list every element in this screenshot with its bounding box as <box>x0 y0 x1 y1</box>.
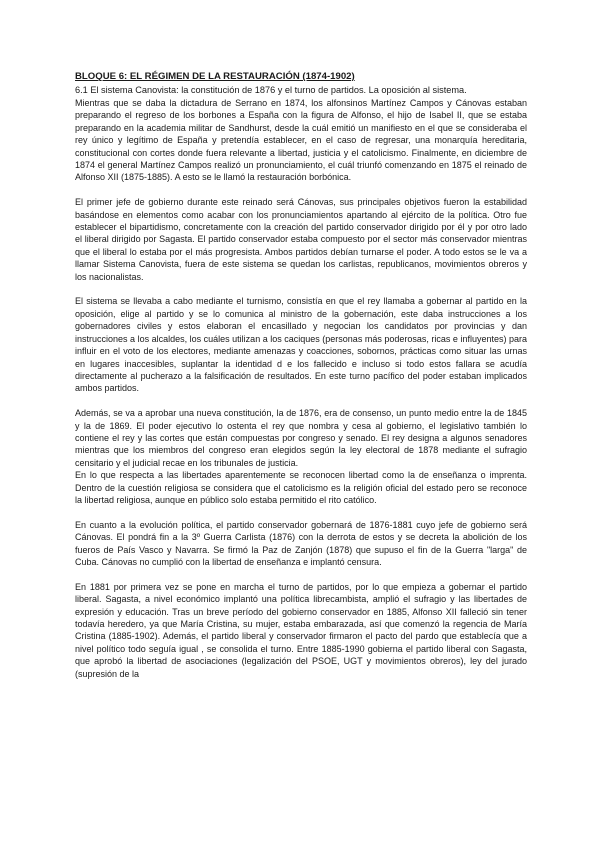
paragraph-canovas-government: El primer jefe de gobierno durante este reinado será Cánovas, sus principales objetivos fueron la estabilidad basándose en elementos como acabar con los pronunciamientos apartando al ejército de la política. Otro fue establecer el bipartidismo, concretamente con la creación del partido conservador dirigido por él y por otro lado el liberal dirigido por Sagasta. El partido conservador estaba compuesto por el sector más conservador mientras que el liberal lo estaba por el más progresista. Ambos partidos debían turnarse el poder. A todo estos se le va a llamar Sistema Canovista, fuera de este sistema se quedan los carlistas, republicanos, movimientos obreros y los nacionalistas. <box>75 197 527 282</box>
section-heading: 6.1 El sistema Canovista: la constitución de 1876 y el turno de partidos. La oposición al sistema. <box>75 85 467 96</box>
paragraph-constitution-1876: Además, se va a aprobar una nueva constitución, la de 1876, era de consenso, un punto medio entre la de 1845 y la de 1869. El poder ejecutivo lo ostenta el rey que nombra y cesa al gobierno, el legislativo también lo contiene el rey y las cortes que están compuestas por congreso y senado. El rey designa a algunos senadores mientras que los miembros del congreso eran elegidos según la ley electoral de 1878 mediante el sufragio censitario y el judicial recae en los tribunales de justicia. <box>75 408 527 468</box>
paragraph-restoration: Mientras que se daba la dictadura de Serrano en 1874, los alfonsinos Martínez Campos y Cánovas estaban preparando el regreso de los borbones a España con la figura de Alfonso, el hijo de Isabel II, que se estaba preparando en la academia militar de Sandhurst, desde la cuál emitió un manifiesto en el que se consideraba el rey único y legítimo de España y pretendía establecer, en el caso de regresar, una monarquía hereditaria, constitucional con cortes donde fuera relevante a libertad, justicia y el catolicismo. Finalmente, en diciembre de 1874 el general Martínez Campos realizó un pronunciamiento, el cuál triunfó comenzando en 1875 el reinado de Alfonso XII (1875-1885). A esto se le llamó la restauración borbónica. <box>75 98 527 183</box>
document-body <box>75 71 527 692</box>
paragraph-liberal-turn: En 1881 por primera vez se pone en marcha el turno de partidos, por lo que empieza a gobernar el partido liberal. Sagasta, a nivel económico implantó una política librecambista, amplió el sufragio y las libertades de expresión y educación. Tras un breve período del gobierno conservador en 1885, Alfonso XII falleció sin tener todavía heredero, ya que María Cristina, su mujer, estaba embarazada, así que comenzó la regencia de María Cristina (1885-1902). Además, el partido liberal y conservador firmaron el pacto del pardo que establecía que a nivel político todo seguía igual , se consolida el turno. Entre 1885-1990 gobierna el partido liberal con Sagasta, que aprobó la libertad de asociaciones (legalización del PSOE, UGT y movimientos obreros), ley del jurado (supresión de la <box>75 581 527 679</box>
document-title: BLOQUE 6: EL RÉGIMEN DE LA RESTAURACIÓN (1874-1902) <box>75 71 355 82</box>
paragraph-liberties: En lo que respecta a las libertades aparentemente se reconocen libertad como la de enseñanza o imprenta. Dentro de la cuestión religiosa se considera que el catolicismo es la religión oficial del estado pero se reconoce la libertad religiosa, aunque en público solo estaba permitido el rito católico. <box>75 470 527 505</box>
paragraph-political-evolution: En cuanto a la evolución política, el partido conservador gobernará de 1876-1881 cuyo jefe de gobierno será Cánovas. El pondrá fin a la 3º Guerra Carlista (1876) con la derrota de estos y se decreta la abolición de los fueros de País Vasco y Navarra. Se firmó la Paz de Zanjón (1878) que supuso el fin de la Guerra "larga" de Cuba. Cánovas no cumplió con la libertad de enseñanza e implantó censura. <box>75 519 527 567</box>
paragraph-turnismo: El sistema se llevaba a cabo mediante el turnismo, consistía en que el rey llamaba a gobernar al partido en la oposición, elige al partido y se lo comunica al ministro de la gobernación, este daba instrucciones a los gobernadores civiles y estos elaboran el encasillado y negocian los candidatos por provincias y dan instrucciones a los alcaldes, los cuáles utilizan a los caciques (personas más poderosas, ricas e influyentes) para influir en el voto de los electores, mediante amenazas y coacciones, sobornos, prácticas como situar las urnas en lugares inaccesibles, suplantar la identidad d e los fallecido e incluso si todo estos fallara se acudía directamente al pucherazo a la falsificación de resultados. En este turno pacífico del poder estaban implicados ambos partidos. <box>75 296 527 394</box>
